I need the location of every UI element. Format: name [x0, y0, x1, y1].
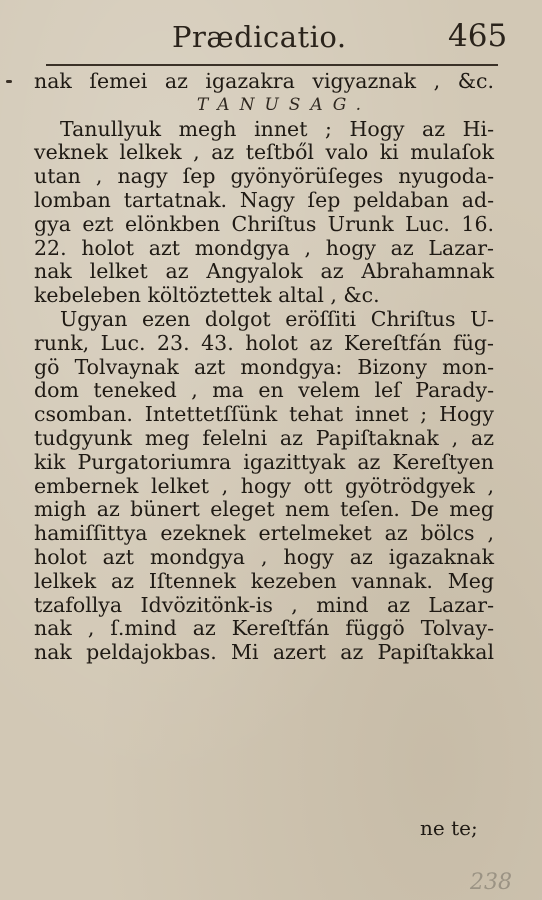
text-line: csomban. Intettetſſünk tehat innet ; Hogy — [34, 402, 494, 427]
section-heading: TANUSAG. — [196, 94, 372, 115]
text-line: utan , nagy ſep gyönyörüſeges nyugoda- — [34, 164, 494, 189]
text-line: hamiſſittya ezeknek ertelmeket az bölcs , — [34, 521, 494, 546]
text-line: gö Tolvaynak azt mondgya: Bizony mon- — [34, 354, 494, 379]
text-line: embernek lelket , hogy ott gyötrödgyek , — [34, 473, 494, 498]
text-line: gya ezt elönkben Chriſtus Urunk Luc. 16. — [34, 211, 494, 236]
text-line: lomban tartatnak. Nagy ſep peldaban ad- — [34, 187, 494, 212]
header-rule — [46, 64, 498, 66]
margin-mark — [6, 80, 12, 83]
text-line: Ugyan ezen dolgot eröſſiti Chriſtus U- — [60, 306, 494, 331]
text-line: tzafollya Idvözitönk-is , mind az Lazar- — [34, 592, 494, 617]
text-line: nak peldajokbas. Mi azert az Papiſtakkal — [34, 640, 494, 665]
text-line: nak , ſ.mind az Kereſtfán függö Tolvay- — [34, 616, 494, 641]
text-line: Tanullyuk megh innet ; Hogy az Hi- — [60, 116, 494, 141]
text-line: 22. holot azt mondgya , hogy az Lazar- — [34, 235, 494, 260]
running-head — [0, 14, 542, 62]
page-number: 465 — [448, 18, 508, 54]
text-line: veknek lelkek , az teſtből valo ki mulaſok — [34, 140, 494, 165]
shelf-mark: 238 — [470, 870, 512, 895]
text-line: lelkek az Iſtennek kezeben vannak. Meg — [34, 568, 494, 593]
text-line: dom teneked , ma en velem leſ Parady- — [34, 378, 494, 403]
text-line: kik Purgatoriumra igazittyak az Kereſtyen — [34, 449, 494, 474]
text-line: kebeleben költöztettek altal , &c. — [34, 283, 380, 308]
body-text — [34, 70, 494, 665]
text-line: nak ſemei az igazakra vigyaznak , &c. — [34, 69, 494, 93]
text-line: nak lelket az Angyalok az Abrahamnak — [34, 259, 494, 284]
text-line: holot azt mondgya , hogy az igazaknak — [34, 544, 494, 569]
text-line: migh az bünert eleget nem teſen. De meg — [34, 497, 494, 522]
running-title: Prædicatio. — [172, 20, 347, 54]
text-line: runk, Luc. 23. 43. holot az Kereſtfán füg- — [34, 330, 494, 355]
catchword: ne te; — [420, 816, 478, 840]
text-line: tudgyunk meg felelni az Papiſtaknak , az — [34, 425, 494, 450]
